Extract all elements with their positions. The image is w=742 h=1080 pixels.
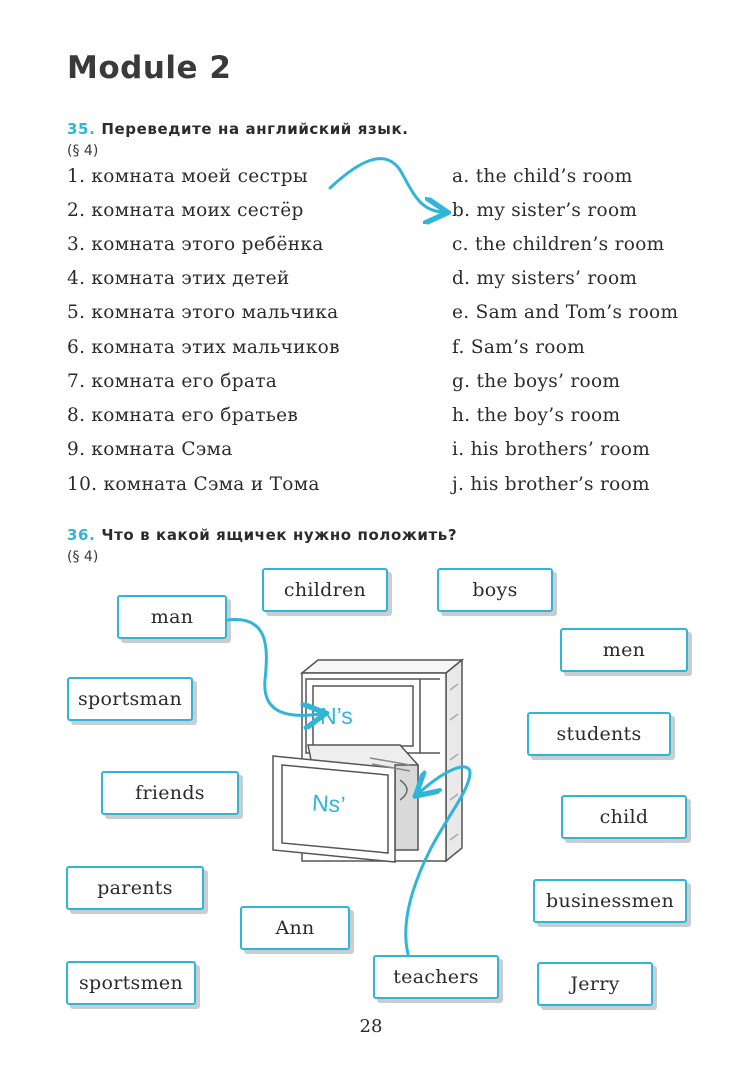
left-item-4: 4. комната этих детей <box>67 268 290 289</box>
word-card-ann[interactable]: Ann <box>240 906 350 950</box>
left-item-8: 8. комната его братьев <box>67 405 299 426</box>
right-item-a: a. the child’s room <box>452 166 633 187</box>
word-card-parents[interactable]: parents <box>66 866 204 910</box>
word-card-teachers[interactable]: teachers <box>373 955 499 999</box>
word-card-men[interactable]: men <box>560 628 688 672</box>
module-title: Module 2 <box>67 50 232 86</box>
right-item-b: b. my sister’s room <box>452 200 638 221</box>
word-card-sportsmen[interactable]: sportsmen <box>66 961 196 1005</box>
left-item-9: 9. комната Сэма <box>67 439 233 460</box>
word-card-child[interactable]: child <box>561 795 687 839</box>
left-item-3: 3. комната этого ребёнка <box>67 234 324 255</box>
word-card-students[interactable]: students <box>527 712 671 756</box>
left-item-1: 1. комната моей сестры <box>67 166 308 187</box>
word-card-man[interactable]: man <box>117 595 227 639</box>
word-card-friends[interactable]: friends <box>101 771 239 815</box>
exercise-35-number: 35. <box>67 120 96 138</box>
left-item-7: 7. комната его брата <box>67 371 278 392</box>
left-item-2: 2. комната моих сестёр <box>67 200 304 221</box>
left-item-5: 5. комната этого мальчика <box>67 302 339 323</box>
exercise-35-reference: (§ 4) <box>67 143 99 159</box>
right-item-e: e. Sam and Tom’s room <box>452 302 679 323</box>
word-card-boys[interactable]: boys <box>437 568 553 612</box>
drawer-top-label: N’s <box>320 703 353 729</box>
right-item-g: g. the boys’ room <box>452 371 621 392</box>
exercise-36-number: 36. <box>67 526 96 544</box>
exercise-36-reference: (§ 4) <box>67 549 99 565</box>
word-card-sportsman[interactable]: sportsman <box>67 677 193 721</box>
exercise-36-instruction: Что в какой ящичек нужно положить? <box>101 526 458 544</box>
right-item-d: d. my sisters’ room <box>452 268 638 289</box>
exercise-35-instruction: Переведите на английский язык. <box>101 120 409 138</box>
right-item-j: j. his brother’s room <box>452 474 650 495</box>
drawer-bottom-label: Ns’ <box>311 789 347 818</box>
word-card-jerry[interactable]: Jerry <box>537 962 653 1006</box>
left-item-10: 10. комната Сэма и Тома <box>67 474 320 495</box>
word-card-children[interactable]: children <box>262 568 388 612</box>
right-item-c: c. the children’s room <box>452 234 665 255</box>
page-number: 28 <box>359 1016 383 1037</box>
right-item-h: h. the boy’s room <box>452 405 621 426</box>
left-item-6: 6. комната этих мальчиков <box>67 337 340 358</box>
word-card-businessmen[interactable]: businessmen <box>533 879 687 923</box>
right-item-f: f. Sam’s room <box>452 337 586 358</box>
right-item-i: i. his brothers’ room <box>452 439 651 460</box>
